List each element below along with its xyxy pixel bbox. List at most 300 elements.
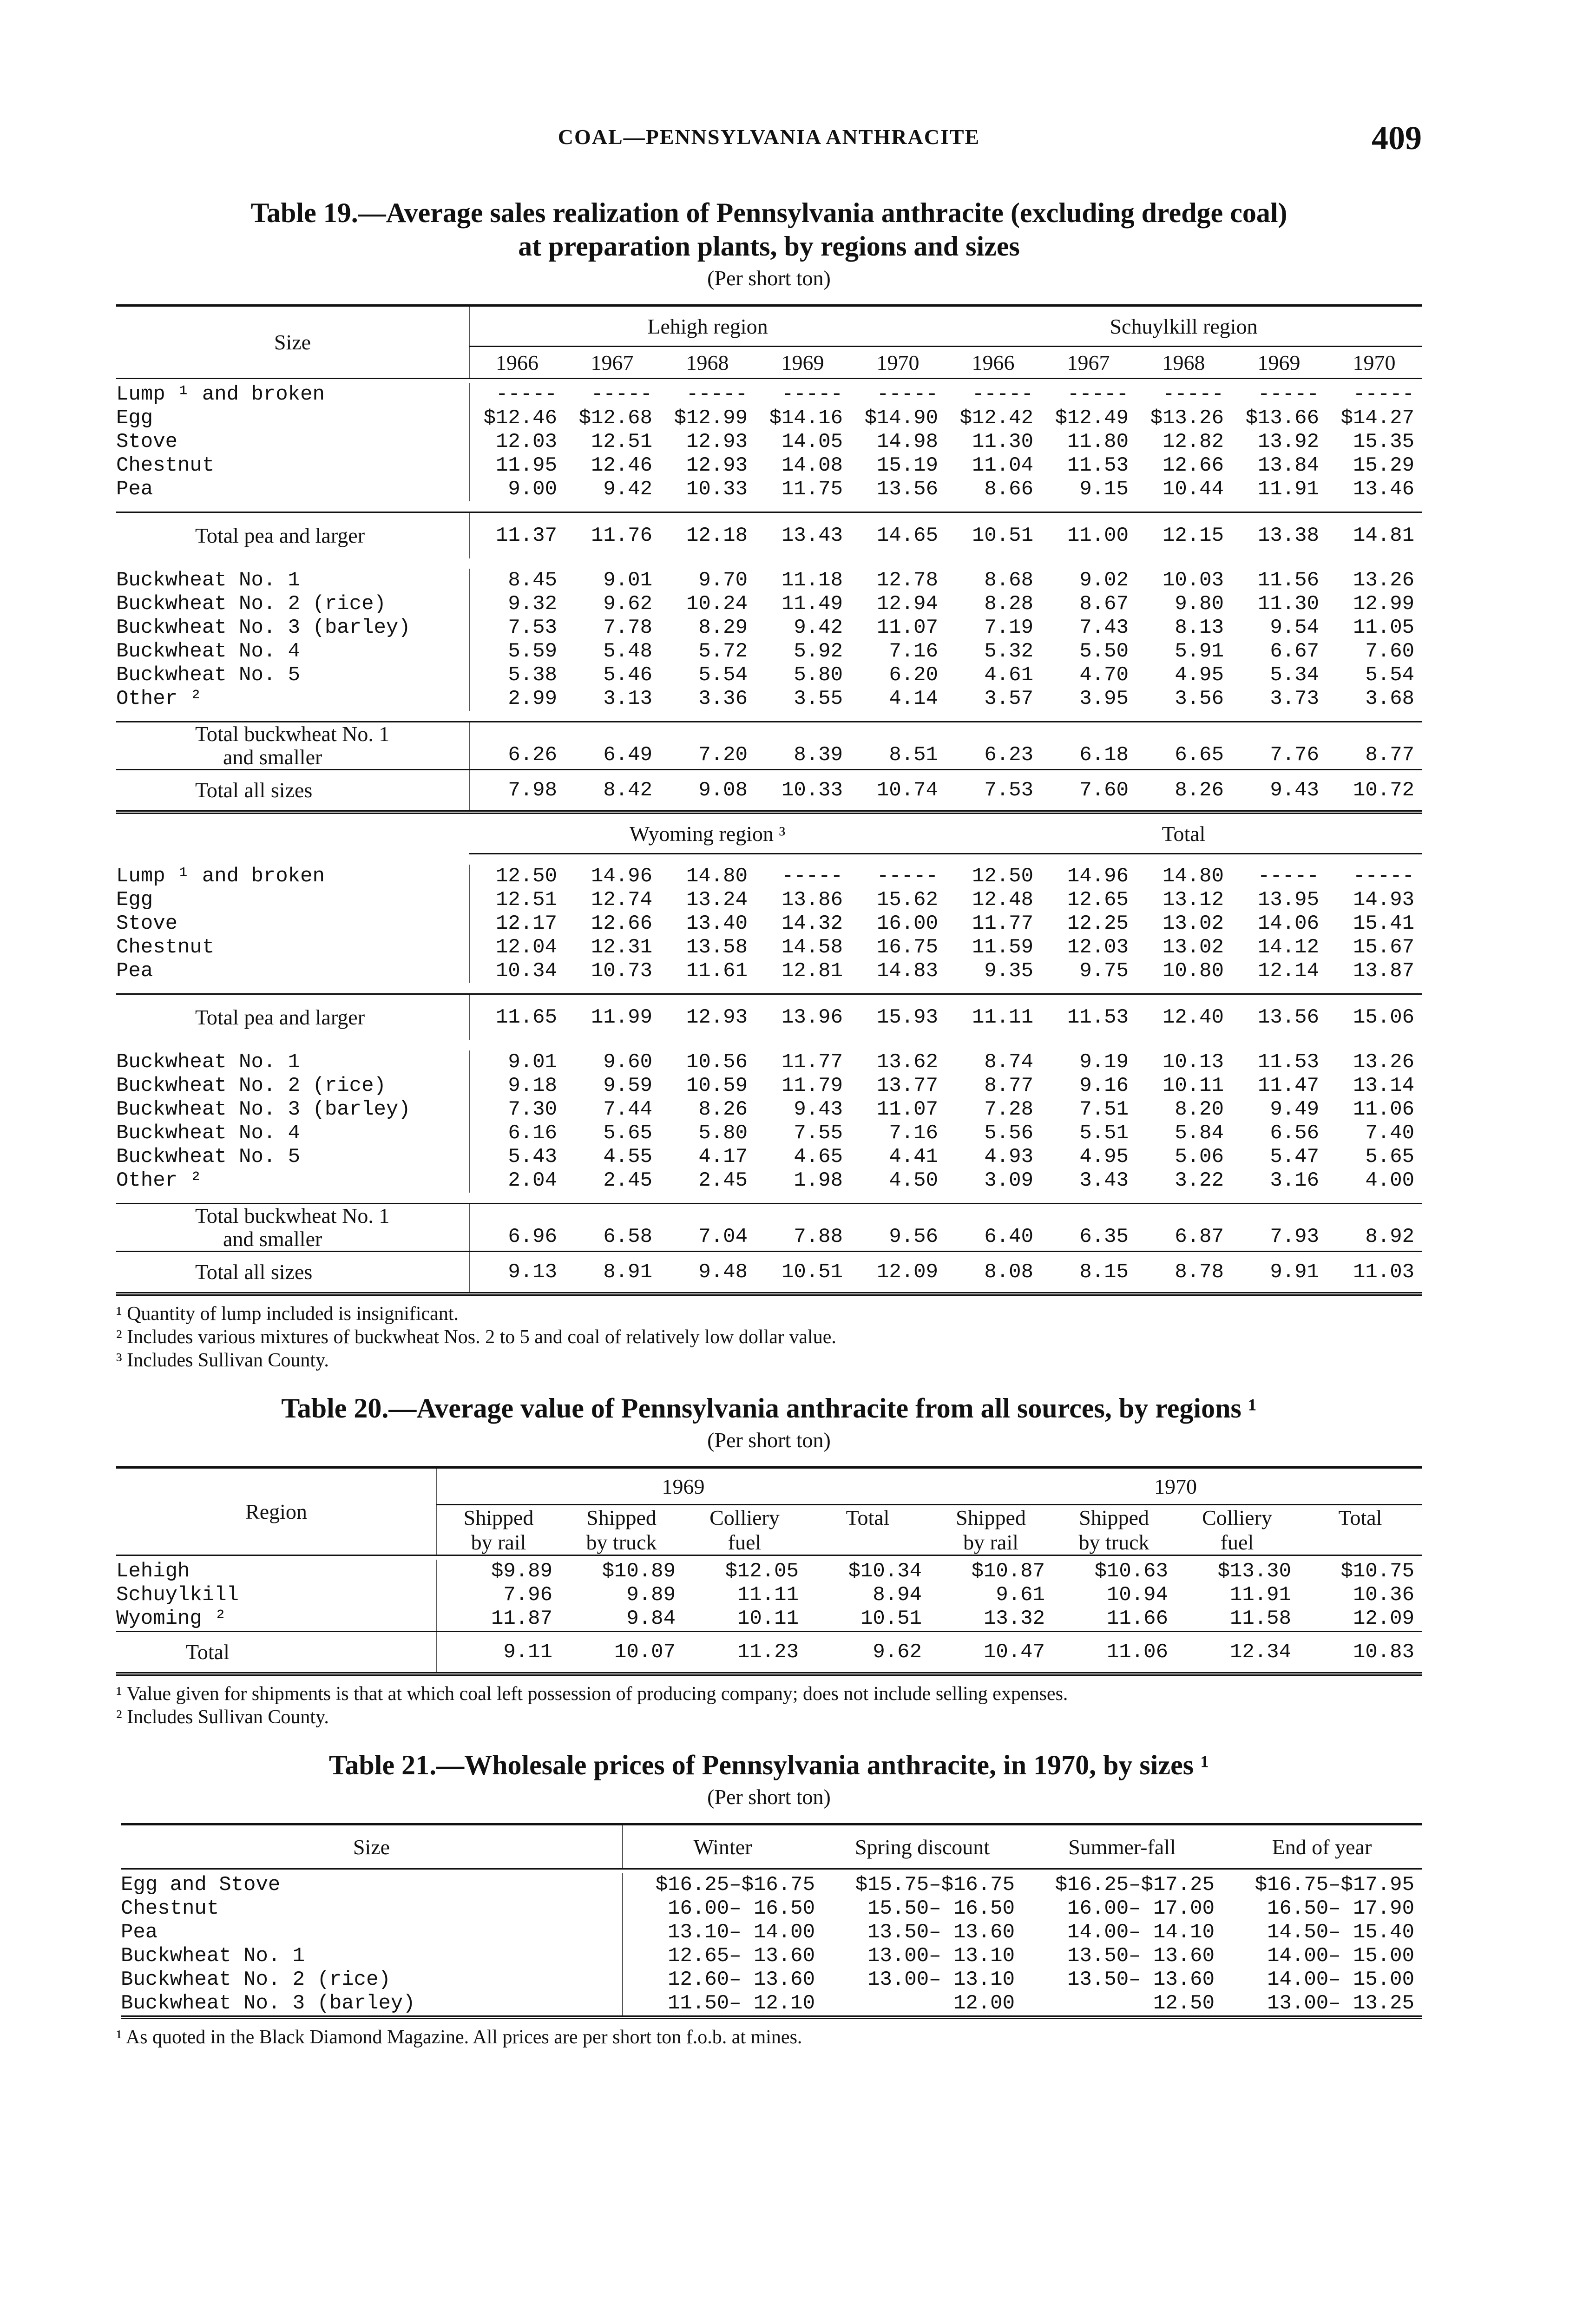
table-cell: 12.60– 13.60 — [668, 1968, 815, 1991]
table-cell: 10.74 — [850, 770, 946, 813]
table-cell: 3.16 — [1270, 1169, 1319, 1192]
table-20-unit: (Per short ton) — [707, 1428, 831, 1452]
row-label: Buckwheat No. 2 (rice) — [116, 592, 469, 616]
table-row — [121, 1968, 1422, 1992]
table-cell: 12.04 — [495, 936, 557, 959]
table-cell: 9.61 — [996, 1583, 1045, 1607]
table-cell: 12.50 — [972, 865, 1033, 888]
row-label: Buckwheat No. 3 (barley) — [116, 1098, 469, 1122]
table-cell: $15.75–$16.75 — [855, 1873, 1015, 1896]
table-cell: 11.61 — [686, 959, 748, 983]
table-cell: 11.07 — [876, 1098, 938, 1121]
year-header: 1970 — [1353, 350, 1396, 374]
table-row — [121, 1944, 1422, 1968]
table-cell: 11.06 — [1353, 1098, 1415, 1121]
year-header: 1969 — [437, 1468, 929, 1505]
table-cell: 9.80 — [1175, 592, 1224, 616]
table-20-notes — [116, 1682, 1422, 1729]
column-header: by truck — [586, 1530, 657, 1554]
table-cell: 7.51 — [1079, 1098, 1129, 1121]
table-cell: 16.00 — [876, 912, 938, 935]
table-19-title — [116, 196, 1422, 263]
table-cell: $13.30 — [1217, 1560, 1291, 1583]
row-label: Wyoming ² — [116, 1607, 437, 1632]
table-cell: ----- — [1067, 383, 1129, 406]
table-cell: 8.45 — [508, 569, 557, 592]
table-21-unit: (Per short ton) — [707, 1785, 831, 1809]
row-label: Stove — [116, 430, 469, 454]
table-cell: 10.33 — [686, 478, 748, 501]
table-cell: 9.49 — [1270, 1098, 1319, 1121]
table-cell: 10.07 — [560, 1632, 683, 1674]
table-20-title: Table 20.—Average value of Pennsylvania anthracite from all sources, by regions ¹ — [281, 1393, 1257, 1424]
table-cell: 12.09 — [850, 1252, 946, 1294]
table-cell: 13.50– 13.60 — [1067, 1944, 1215, 1968]
table-cell: 3.22 — [1175, 1169, 1224, 1192]
row-label: Buckwheat No. 5 — [116, 1145, 469, 1169]
table-row — [116, 454, 1422, 478]
table-cell: 5.54 — [698, 663, 748, 687]
table-cell: 10.34 — [495, 959, 557, 983]
table-cell: 11.59 — [972, 936, 1033, 959]
table-cell: 12.31 — [591, 936, 652, 959]
column-header: Total — [1338, 1506, 1382, 1529]
table-20-grid — [116, 1466, 1422, 1676]
table-cell: 8.26 — [1136, 770, 1231, 813]
row-label: Buckwheat No. 1 — [121, 1944, 623, 1968]
table-cell: 11.04 — [972, 454, 1033, 477]
table-cell: 10.03 — [1162, 569, 1224, 592]
table-cell: 10.33 — [755, 770, 850, 813]
table-row — [116, 959, 1422, 983]
table-cell: 8.94 — [873, 1583, 922, 1607]
table-cell: 12.65– 13.60 — [668, 1944, 815, 1968]
table-cell: 16.50– 17.90 — [1267, 1897, 1414, 1920]
table-cell: 7.20 — [660, 722, 755, 770]
table-cell: 9.35 — [984, 959, 1033, 983]
table-cell: 13.26 — [1353, 1050, 1415, 1074]
row-label — [116, 722, 469, 770]
table-21-body — [121, 1873, 1422, 2017]
table-row — [116, 1074, 1422, 1098]
table-cell: 16.00– 16.50 — [668, 1897, 815, 1920]
table-cell: 14.58 — [781, 936, 843, 959]
document-page — [116, 107, 1422, 2049]
table-19-title-line1: Table 19.—Average sales realization of Pennsylvania anthracite (excluding dredge coal) — [250, 197, 1287, 228]
table-cell: 13.96 — [755, 994, 850, 1041]
column-header: Size — [121, 1824, 623, 1869]
table-cell: 14.93 — [1353, 888, 1415, 912]
table-cell: 12.94 — [876, 592, 938, 616]
column-header: Shipped — [463, 1506, 534, 1529]
footnote: ³ Includes Sullivan County. — [116, 1350, 329, 1371]
table-19-grid — [116, 304, 1422, 1296]
table-cell: 7.28 — [984, 1098, 1033, 1121]
table-cell: 7.60 — [1365, 640, 1415, 663]
table-cell: 6.23 — [946, 722, 1041, 770]
year-header: 1966 — [972, 350, 1015, 374]
table-cell: 12.66 — [591, 912, 652, 935]
table-cell: ----- — [1257, 383, 1319, 406]
row-label: Pea — [116, 478, 469, 501]
table-cell: 14.08 — [781, 454, 843, 477]
table-cell: ----- — [781, 383, 843, 406]
table-cell: 9.54 — [1270, 616, 1319, 639]
table-cell: 11.56 — [1257, 569, 1319, 592]
table-row — [121, 1873, 1422, 1897]
row-label: Buckwheat No. 3 (barley) — [121, 1992, 623, 2017]
table-cell: 5.80 — [794, 663, 843, 687]
row-label: Buckwheat No. 1 — [116, 1050, 469, 1074]
column-header: fuel — [1220, 1530, 1254, 1554]
table-cell: 5.32 — [984, 640, 1033, 663]
table-cell: 11.05 — [1353, 616, 1415, 639]
table-cell: 6.18 — [1041, 722, 1136, 770]
table-cell: 8.29 — [698, 616, 748, 639]
row-label — [116, 1204, 469, 1252]
table-cell: 6.67 — [1270, 640, 1319, 663]
table-cell: 9.43 — [1231, 770, 1327, 813]
row-label: Other ² — [116, 687, 469, 711]
table-cell: 10.51 — [946, 512, 1041, 559]
table-cell: 13.95 — [1257, 888, 1319, 912]
table-cell: $16.75–$17.95 — [1254, 1873, 1414, 1896]
table-cell: 13.00– 13.10 — [867, 1944, 1015, 1968]
table-cell: 8.28 — [984, 592, 1033, 616]
table-cell: 12.46 — [591, 454, 652, 477]
table-cell: 9.01 — [603, 569, 652, 592]
table-row — [116, 1098, 1422, 1122]
running-head-title: COAL—PENNSYLVANIA ANTHRACITE — [558, 125, 980, 149]
table-cell: 13.26 — [1353, 569, 1415, 592]
table-19-part-1 — [116, 383, 1422, 812]
row-label: Buckwheat No. 3 (barley) — [116, 616, 469, 640]
column-header: by truck — [1078, 1530, 1149, 1554]
table-cell: 10.47 — [929, 1632, 1052, 1674]
table-cell: 10.13 — [1162, 1050, 1224, 1074]
table-cell: 8.77 — [984, 1074, 1033, 1097]
row-label: Buckwheat No. 2 (rice) — [121, 1968, 623, 1992]
table-cell: ----- — [1162, 383, 1224, 406]
table-cell: 3.57 — [984, 687, 1033, 710]
table-cell: 15.29 — [1353, 454, 1415, 477]
row-label-line: and smaller — [223, 745, 322, 769]
table-cell: 5.54 — [1365, 663, 1415, 687]
table-row — [116, 1050, 1422, 1074]
table-cell: 15.06 — [1327, 994, 1422, 1041]
table-cell: 4.41 — [889, 1145, 938, 1168]
table-row — [116, 569, 1422, 592]
table-cell: 1.98 — [794, 1169, 843, 1192]
table-cell: 8.13 — [1175, 616, 1224, 639]
running-head — [116, 107, 1422, 177]
table-cell: 15.93 — [850, 994, 946, 1041]
table-row — [116, 663, 1422, 687]
table-cell: 10.73 — [591, 959, 652, 983]
table-cell: 9.15 — [1079, 478, 1129, 501]
table-cell: 9.56 — [850, 1204, 946, 1252]
row-label-line: Total buckwheat No. 1 — [195, 1204, 390, 1227]
column-header: Colliery — [1202, 1506, 1272, 1529]
table-cell: 10.72 — [1327, 770, 1422, 813]
table-cell: 11.66 — [1106, 1607, 1168, 1630]
table-cell: 7.16 — [889, 1122, 938, 1145]
table-cell: 4.61 — [984, 663, 1033, 687]
table-cell: 8.77 — [1327, 722, 1422, 770]
table-row — [116, 912, 1422, 936]
table-cell: 3.43 — [1079, 1169, 1129, 1192]
table-cell: 12.09 — [1353, 1607, 1414, 1630]
table-row — [116, 1204, 1422, 1252]
table-cell: 13.50– 13.60 — [1067, 1968, 1215, 1991]
table-cell: 5.34 — [1270, 663, 1319, 687]
table-cell: 11.91 — [1229, 1583, 1291, 1607]
table-cell: 3.56 — [1175, 687, 1224, 710]
table-cell: $12.68 — [578, 407, 652, 430]
table-cell: 12.82 — [1162, 430, 1224, 453]
table-cell: 12.14 — [1257, 959, 1319, 983]
table-cell: 11.30 — [972, 430, 1033, 453]
table-cell: 13.84 — [1257, 454, 1319, 477]
table-cell: 3.13 — [603, 687, 652, 710]
table-cell: 12.34 — [1176, 1632, 1299, 1674]
table-cell: $16.25–$16.75 — [655, 1873, 815, 1896]
table-cell: ----- — [686, 383, 748, 406]
table-21-title: Table 21.—Wholesale prices of Pennsylvania anthracite, in 1970, by sizes ¹ — [328, 1750, 1209, 1780]
table-cell: 8.92 — [1327, 1204, 1422, 1252]
table-cell: 13.32 — [983, 1607, 1045, 1630]
year-header: 1969 — [781, 350, 824, 374]
table-cell: 14.06 — [1257, 912, 1319, 935]
table-cell: 9.59 — [603, 1074, 652, 1097]
table-cell: 11.03 — [1327, 1252, 1422, 1294]
table-row — [116, 1145, 1422, 1169]
table-cell: 7.96 — [503, 1583, 552, 1607]
table-cell: $9.89 — [491, 1560, 552, 1583]
year-header: 1967 — [1067, 350, 1110, 374]
table-cell: 11.77 — [972, 912, 1033, 935]
table-cell: 11.91 — [1257, 478, 1319, 501]
table-cell: 10.51 — [755, 1252, 850, 1294]
column-header: Summer-fall — [1022, 1824, 1222, 1869]
column-header — [1299, 1530, 1422, 1555]
table-21-notes — [116, 2026, 1422, 2049]
table-row — [116, 722, 1422, 770]
row-label: Egg and Stove — [121, 1873, 623, 1897]
table-cell: 3.68 — [1365, 687, 1415, 710]
table-cell: 5.65 — [1365, 1145, 1415, 1168]
table-cell: 7.55 — [794, 1122, 843, 1145]
table-cell: 3.95 — [1079, 687, 1129, 710]
table-cell: ----- — [1353, 383, 1415, 406]
table-cell: 14.96 — [591, 865, 652, 888]
table-cell: 11.87 — [491, 1607, 552, 1630]
table-cell: 10.51 — [860, 1607, 922, 1630]
table-19-notes — [116, 1302, 1422, 1372]
table-cell: $12.46 — [483, 407, 557, 430]
table-row — [116, 1252, 1422, 1294]
table-cell: 10.11 — [1162, 1074, 1224, 1097]
table-19-part-2 — [116, 865, 1422, 1294]
table-row — [116, 1607, 1422, 1632]
table-cell: 15.50– 16.50 — [867, 1897, 1015, 1920]
table-cell: 8.91 — [565, 1252, 660, 1294]
table-cell: 10.24 — [686, 592, 748, 616]
row-label: Total pea and larger — [116, 994, 469, 1041]
column-header — [806, 1530, 929, 1555]
table-cell: 5.91 — [1175, 640, 1224, 663]
table-cell: 13.56 — [876, 478, 938, 501]
table-cell: 11.76 — [565, 512, 660, 559]
table-cell: 13.12 — [1162, 888, 1224, 912]
table-cell: 11.50– 12.10 — [623, 1992, 822, 2017]
table-cell: 11.47 — [1257, 1074, 1319, 1097]
table-cell: 10.44 — [1162, 478, 1224, 501]
table-cell: 7.53 — [508, 616, 557, 639]
table-cell: 14.96 — [1067, 865, 1129, 888]
table-cell: 6.96 — [469, 1204, 565, 1252]
table-cell: 11.11 — [946, 994, 1041, 1041]
table-cell: 11.65 — [469, 994, 565, 1041]
table-cell: 11.18 — [781, 569, 843, 592]
group-header: Lehigh region — [469, 306, 946, 347]
table-cell: 11.37 — [469, 512, 565, 559]
table-cell: 3.09 — [984, 1169, 1033, 1192]
row-label: Chestnut — [121, 1897, 623, 1921]
row-label: Egg — [116, 407, 469, 430]
table-cell: 7.98 — [469, 770, 565, 813]
table-cell: 2.45 — [603, 1169, 652, 1192]
table-cell: 5.48 — [603, 640, 652, 663]
table-cell: 7.78 — [603, 616, 652, 639]
row-label: Other ² — [116, 1169, 469, 1193]
table-cell: 9.42 — [794, 616, 843, 639]
table-cell: 12.81 — [781, 959, 843, 983]
table-cell: 12.65 — [1067, 888, 1129, 912]
table-cell: ----- — [876, 865, 938, 888]
table-cell: 9.62 — [603, 592, 652, 616]
table-row — [116, 616, 1422, 640]
table-cell: 7.30 — [508, 1098, 557, 1121]
table-cell: $14.90 — [864, 407, 938, 430]
column-header: End of year — [1222, 1824, 1422, 1869]
table-cell: ----- — [972, 383, 1033, 406]
table-cell: $12.99 — [674, 407, 748, 430]
table-cell: 11.95 — [495, 454, 557, 477]
table-cell: 12.00 — [822, 1992, 1022, 2017]
table-cell: 13.02 — [1162, 912, 1224, 935]
table-cell: 4.17 — [698, 1145, 748, 1168]
page-number: 409 — [1372, 119, 1422, 157]
table-cell: 7.04 — [660, 1204, 755, 1252]
table-cell: 14.00– 15.00 — [1267, 1968, 1414, 1991]
table-cell: 3.55 — [794, 687, 843, 710]
table-cell: 5.43 — [508, 1145, 557, 1168]
table-cell: 11.00 — [1041, 512, 1136, 559]
table-cell: 13.50– 13.60 — [867, 1921, 1015, 1944]
row-label: Buckwheat No. 2 (rice) — [116, 1074, 469, 1098]
table-cell: 15.67 — [1353, 936, 1415, 959]
table-cell: 8.20 — [1175, 1098, 1224, 1121]
table-cell: 2.45 — [698, 1169, 748, 1192]
row-label: Buckwheat No. 1 — [116, 569, 469, 592]
table-cell: 8.08 — [946, 1252, 1041, 1294]
table-cell: 7.93 — [1231, 1204, 1327, 1252]
table-cell: 12.99 — [1353, 592, 1415, 616]
table-cell: 11.58 — [1229, 1607, 1291, 1630]
table-cell: ----- — [1257, 865, 1319, 888]
table-19-part-2-header — [116, 812, 1422, 865]
table-cell: 13.02 — [1162, 936, 1224, 959]
table-cell: 9.08 — [660, 770, 755, 813]
table-cell: $13.26 — [1150, 407, 1224, 430]
table-cell: 7.43 — [1079, 616, 1129, 639]
row-label: Total pea and larger — [116, 512, 469, 559]
table-row — [116, 1560, 1422, 1583]
column-header: Shipped — [956, 1506, 1026, 1529]
table-cell: $10.89 — [602, 1560, 676, 1583]
table-row — [116, 407, 1422, 430]
table-cell: 12.17 — [495, 912, 557, 935]
table-21-grid — [121, 1823, 1422, 2019]
table-cell: 11.23 — [683, 1632, 806, 1674]
row-label: Lump ¹ and broken — [116, 865, 469, 888]
table-cell: 12.48 — [972, 888, 1033, 912]
table-cell: 7.19 — [984, 616, 1033, 639]
row-label: Total all sizes — [116, 1252, 469, 1294]
footnote: ² Includes Sullivan County. — [116, 1706, 329, 1728]
table-cell: $13.66 — [1245, 407, 1319, 430]
group-header: Wyoming region ³ — [469, 812, 946, 854]
table-cell: 9.00 — [508, 478, 557, 501]
table-19-title-line2: at preparation plants, by regions and sizes — [518, 231, 1020, 262]
table-cell: 13.58 — [686, 936, 748, 959]
table-cell: 10.11 — [737, 1607, 799, 1630]
table-cell: 14.65 — [850, 512, 946, 559]
row-label: Pea — [121, 1921, 623, 1944]
table-cell: 4.95 — [1079, 1145, 1129, 1168]
table-cell: 5.59 — [508, 640, 557, 663]
table-cell: 6.26 — [469, 722, 565, 770]
table-cell: $12.49 — [1055, 407, 1129, 430]
table-cell: 14.12 — [1257, 936, 1319, 959]
table-row — [116, 1169, 1422, 1193]
table-cell: 10.83 — [1299, 1632, 1422, 1674]
table-cell: 5.72 — [698, 640, 748, 663]
stub-header: Size — [116, 306, 469, 379]
table-cell: 13.40 — [686, 912, 748, 935]
table-row — [121, 1921, 1422, 1944]
column-header: Winter — [623, 1824, 822, 1869]
table-row — [116, 888, 1422, 912]
table-cell: 11.53 — [1041, 994, 1136, 1041]
table-cell: 13.38 — [1231, 512, 1327, 559]
row-label: Lump ¹ and broken — [116, 383, 469, 407]
table-cell: 8.66 — [984, 478, 1033, 501]
table-row — [116, 430, 1422, 454]
table-cell: 11.53 — [1067, 454, 1129, 477]
group-header: Schuylkill region — [946, 306, 1422, 347]
table-cell: 12.93 — [660, 994, 755, 1041]
year-header: 1970 — [876, 350, 920, 374]
table-cell: 12.40 — [1136, 994, 1231, 1041]
footnote: ¹ Quantity of lump included is insignificant. — [116, 1303, 459, 1325]
table-cell: 14.80 — [1162, 865, 1224, 888]
table-cell: 5.84 — [1175, 1122, 1224, 1145]
table-cell: 15.41 — [1353, 912, 1415, 935]
table-cell: 6.56 — [1270, 1122, 1319, 1145]
table-cell: ----- — [495, 383, 557, 406]
